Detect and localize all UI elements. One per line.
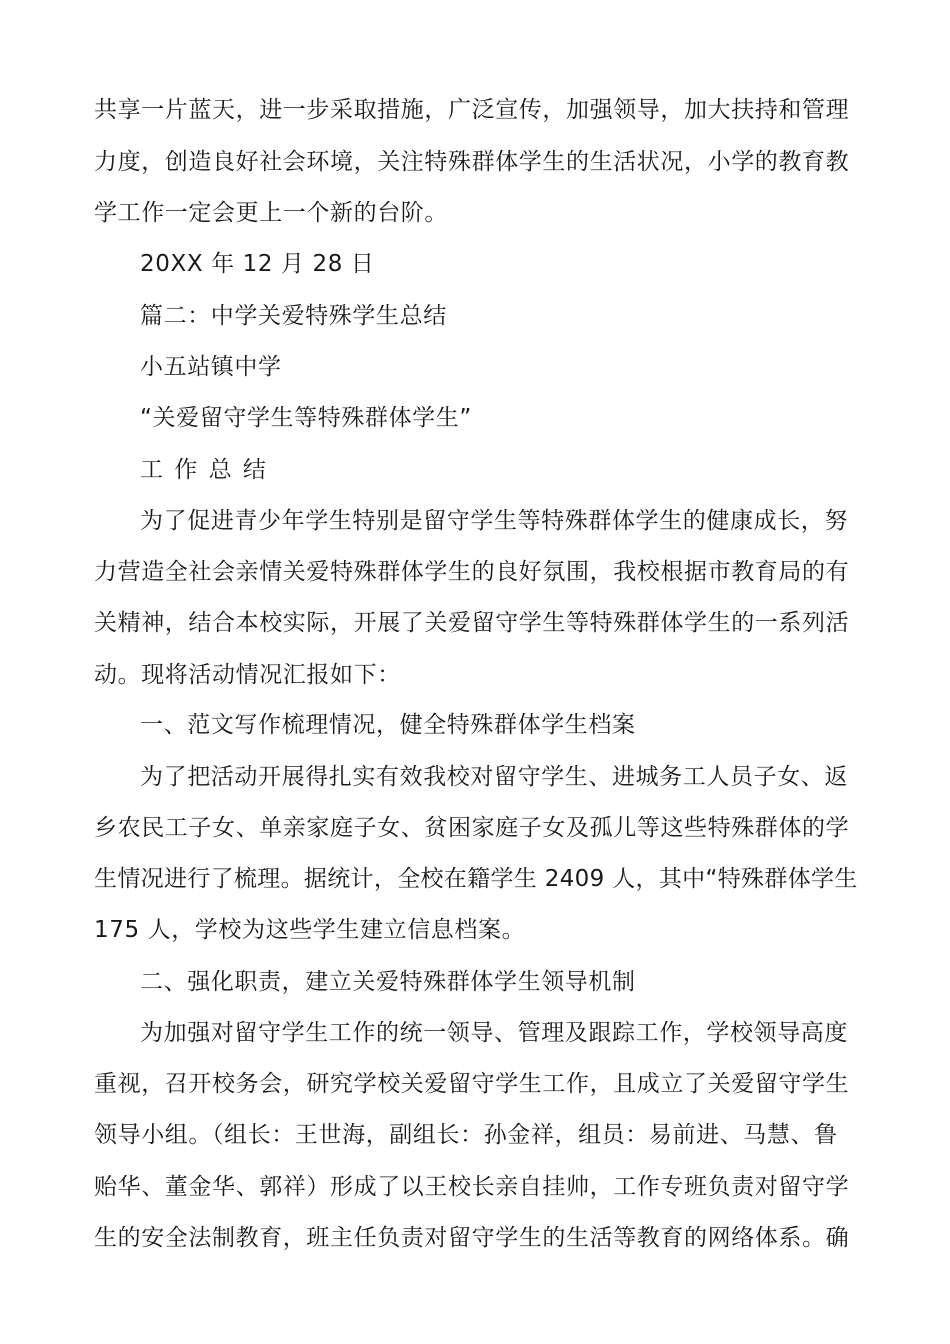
report-title: 工 作 总 结 — [140, 457, 268, 483]
text-line: 学工作一定会更上一个新的台阶。 — [94, 200, 448, 226]
text-line: 为加强对留守学生工作的统一领导、管理及跟踪工作，学校领导高度 — [140, 1020, 848, 1046]
text-line: 领导小组。（组长：王世海，副组长：孙金祥，组员：易前进、马慧、鲁 — [94, 1122, 838, 1148]
text-line: 为了把活动开展得扎实有效我校对留守学生、进城务工人员子女、返 — [140, 764, 848, 790]
text-line: 力度，创造良好社会环境，关注特殊群体学生的生活状况，小学的教育教 — [94, 149, 850, 175]
text-line: 为了促进青少年学生特别是留守学生等特殊群体学生的健康成长，努 — [140, 508, 848, 534]
text-line: 乡农民工子女、单亲家庭子女、贫困家庭子女及孤儿等这些特殊群体的学 — [94, 815, 850, 841]
text-line: 生的安全法制教育，班主任负责对留守学生的生活等教育的网络体系。确 — [94, 1225, 850, 1251]
text-line: 175 人，学校为这些学生建立信息档案。 — [94, 917, 526, 943]
text-line: 动。现将活动情况汇报如下： — [94, 662, 401, 688]
text-line: 关精神，结合本校实际，开展了关爱留守学生等特殊群体学生的一系列活 — [94, 610, 850, 636]
date-line: 20XX 年 12 月 28 日 — [140, 251, 375, 277]
text-line: 重视，召开校务会，研究学校关爱留守学生工作，且成立了关爱留守学生 — [94, 1071, 850, 1097]
text-line: 力营造全社会亲情关爱特殊群体学生的良好氛围，我校根据市教育局的有 — [94, 559, 850, 585]
text-line: 共享一片蓝天，进一步采取措施，广泛宣传，加强领导，加大扶持和管理 — [94, 97, 850, 123]
section-title: 篇二：中学关爱特殊学生总结 — [140, 303, 447, 329]
text-line: 贻华、董金华、郭祥）形成了以王校长亲自挂帅，工作专班负责对留守学 — [94, 1174, 850, 1200]
report-subtitle: “关爱留守学生等特殊群体学生” — [140, 405, 472, 431]
heading-one: 一、范文写作梳理情况，健全特殊群体学生档案 — [140, 712, 636, 738]
school-name: 小五站镇中学 — [140, 354, 282, 380]
text-line: 生情况进行了梳理。据统计，全校在籍学生 2409 人，其中“特殊群体学生 — [94, 866, 858, 892]
heading-two: 二、强化职责，建立关爱特殊群体学生领导机制 — [140, 969, 636, 995]
